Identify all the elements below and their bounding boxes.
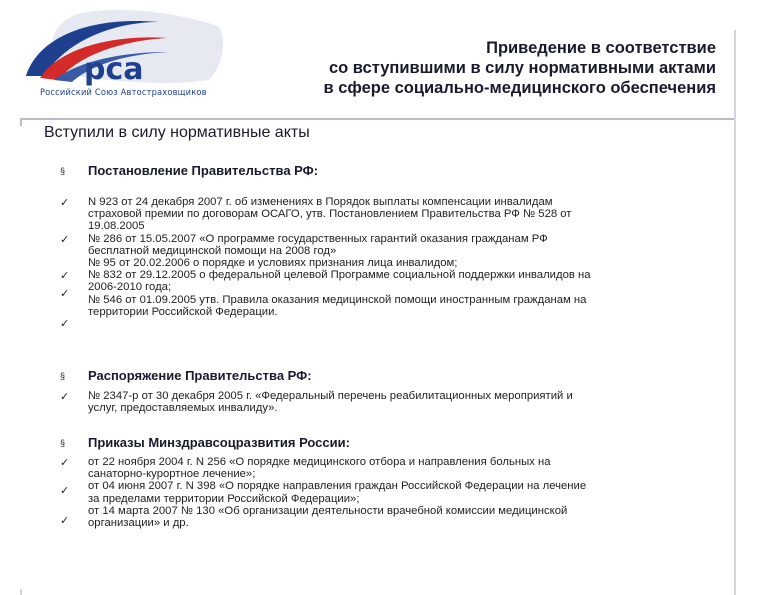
title-line-2: со вступившими в силу нормативными актами [328, 59, 716, 77]
decree-line-5: бесплатной медицинской помощи на 2008 год» [88, 244, 337, 257]
ministry-line-5: от 14 марта 2007 № 130 «Об организации деятельности врачебной комиссии медицинской [88, 504, 568, 517]
check-icon: ✓ [60, 197, 70, 209]
ministry-line-6: организации» и др. [88, 517, 189, 530]
ministry-line-2: санаторно-курортное лечение»; [88, 468, 256, 481]
ministry-line-1: от 22 ноября 2004 г. N 256 «О порядке медицинского отбора и направления больных на [88, 456, 551, 468]
section-bullet: § [60, 371, 66, 381]
logo-mark-text: рса [84, 52, 144, 87]
section-body-ministry [88, 456, 728, 529]
ministry-line-4: за пределами территории Российской Федерации»; [88, 492, 360, 505]
decree-line-9: № 546 от 01.09.2005 утв. Правила оказания медицинской помощи иностранным гражданам на [88, 293, 587, 306]
logo-caption: Российский Союз Автостраховщиков [40, 88, 207, 98]
subtitle: Вступили в силу нормативные акты [44, 124, 310, 141]
section-bullet: § [60, 438, 66, 448]
ministry-line-3: от 04 июня 2007 г. N 398 «О порядке направления граждан Российской Федерации на лечение [88, 480, 587, 493]
page-title [196, 38, 716, 98]
decree-line-3: 19.08.2005 [88, 220, 145, 233]
decree-line-7: № 832 от 29.12.2005 о федеральной целевой Программе социальной поддержки инвалидов на [88, 269, 591, 282]
frame-corner [20, 118, 22, 126]
section-body-order [88, 390, 728, 414]
check-icon: ✓ [60, 318, 70, 330]
section-bullet: § [60, 166, 66, 176]
decree-line-8: 2006-2010 года; [88, 281, 172, 294]
decree-line-1: N 923 от 24 декабря 2007 г. об изменениях в Порядок выплаты компенсации инвалидам [88, 196, 553, 208]
decree-line-2: страховой премии по договорам ОСАГО, утв. Постановлением Правительства РФ № 528 от [88, 208, 572, 221]
section-heading-text: Приказы Минздравсоцразвития России: [88, 435, 350, 450]
section-body-decree [88, 196, 728, 318]
check-icon: ✓ [60, 288, 70, 300]
title-line-1: Приведение в соответствие [486, 39, 716, 57]
frame-bottom-tick [20, 589, 22, 595]
section-heading-decree [60, 163, 318, 179]
check-icon: ✓ [60, 391, 70, 403]
check-icon: ✓ [60, 234, 70, 246]
order-line-2: услуг, предоставляемых инвалиду». [88, 402, 278, 415]
check-icon: ✓ [60, 515, 70, 527]
section-heading-order [60, 368, 312, 384]
section-heading-text: Распоряжение Правительства РФ: [88, 368, 312, 383]
section-heading-text: Постановление Правительства РФ: [88, 163, 319, 178]
check-icon: ✓ [60, 457, 70, 469]
check-icon: ✓ [60, 270, 70, 282]
check-icon: ✓ [60, 485, 70, 497]
section-heading-ministry [60, 435, 350, 451]
decree-line-10: территории Российской Федерации. [88, 305, 278, 318]
frame-right-border [734, 30, 736, 595]
decree-line-4: № 286 от 15.05.2007 «О программе государственных гарантий оказания гражданам РФ [88, 232, 548, 245]
title-line-3: в сфере социально-медицинского обеспечения [323, 79, 716, 97]
order-line-1: № 2347-р от 30 декабря 2005 г. «Федеральный перечень реабилитационных мероприятий и [88, 390, 573, 402]
frame-divider [20, 118, 736, 120]
decree-line-6: № 95 от 20.02.2006 о порядке и условиях признания лица инвалидом; [88, 257, 458, 270]
